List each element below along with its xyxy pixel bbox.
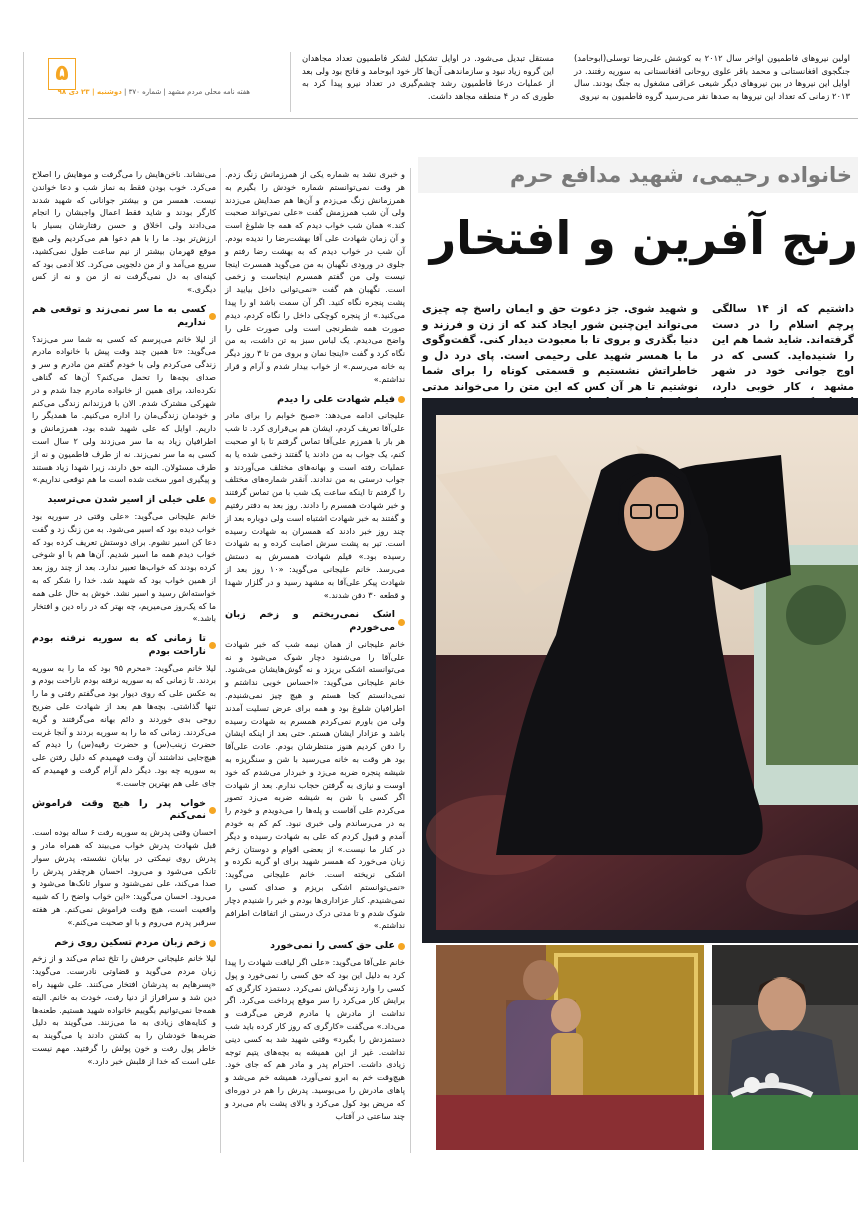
photo-boy-funeral xyxy=(712,945,858,1150)
left-subhead-2: علی خیلی از اسیر شدن می‌ترسید xyxy=(32,494,216,507)
masthead-date: دوشنبه | ۲۳ دی ۹۸ xyxy=(57,88,122,96)
column-middle xyxy=(225,168,405,1153)
top-divider xyxy=(290,52,291,112)
left-subhead-4: خواب پدر را هیچ وقت فراموش نمی‌کنم xyxy=(32,798,216,824)
left-subhead-5: زخم زبان مردم تسکین روی زخم xyxy=(32,937,216,950)
bullet-icon xyxy=(398,943,405,950)
kicker xyxy=(418,157,858,193)
kicker-text: خانواده رحیمی، شهید مدافع حرم xyxy=(509,163,852,187)
header-rule xyxy=(28,118,858,119)
page-number: ۵ xyxy=(48,58,76,90)
mid-subhead-3: علی حق کسی را نمی‌خورد xyxy=(225,940,405,953)
top-column-middle: مستقل تبدیل می‌شود. در اوایل تشکیل لشکر فاطمیون تعداد مجاهدان این گروه زیاد نبود و سازماندهی آن‌ها کار خود ابوحامد و فاتح بود ولی بعد از عملیات درعا فاطمیون رشد چشم‌گیری در تعداد نیرو پیدا کرد به طوری که در ۴ منطقه مجاهد داشت. xyxy=(302,53,554,101)
mid-paragraph-4: خانم علی‌آقا می‌گوید: «علی اگر لیاقت شهادت را پیدا کرد به دلیل این بود که حق کسی را نمی‌خورد و پول کسی را وارد زندگی‌اش نمی‌کرد. دستمزد کارگری که برایش کار می‌کرد را سر موقع پرداخت می‌کرد. اگر نداشت از مادرش یا مادرم قرض می‌گرفت و می‌داد.» می‌گفت «کارگری که روز کار کرده باید شب دستمزدش را بگیرد» وقتی شهید شد به کسی دینی نداشت. غیر از این همیشه به بچه‌های یتیم توجه زیادی داشت. احترام پدر و مادر هم که جای خود. هیچ‌وقت خم به ابرو نمی‌آورد، همیشه خم می‌شد و پاهای مادرش را می‌بوسید. پدرش را هم در دوره‌ای که مریض بود کول می‌کرد و بالای پشت بام می‌برد و چند ساعتی در آفتاب xyxy=(225,957,405,1121)
left-subhead-3: تا زمانی که به سوریه نرفته بودم ناراحت بودم xyxy=(32,633,216,659)
mid-paragraph-1: و خبری نشد به شماره یکی از همرزمانش زنگ زدم. هر وقت نمی‌توانستم شماره خودش را بگیرم به همرزمانش زنگ می‌زدم و آن‌ها هم صدایش می‌زدند ولی آن شب همرزمش گفت «علی نمی‌تواند صحبت کند.» همان شب خواب دیدم که همه جا شلوغ است و آن زمان شهادت علی آقا بهشت‌رضا را ندیده بودم. آن شب در خواب دیدم که به بهشت رضا رفتم و جلوی در ورودی نگهبان به من می‌گوید همسرت اینجا نیست ولی من گفتم همسرم اینجاست و زخمی است. نگهبان هم گفت «نمی‌توانی داخل بیایید از پشت پنجره نگاه کنید. اگر آن سمت باشد او را پیدا می‌کنید.» از پنجره کوچکی داخل را نگاه کردم، دیدم صورت همه شطرنجی است ولی صورت علی را واضح می‌دیدم. یک لباس سبز به تن داشت، به من نگاه کرد و گفت «اینجا نمان و بروی من تا ۳ روز دیگر به خانه می‌رسم.» از خواب بیدار شدم و آرام و قرار نداشتم.» xyxy=(225,169,406,384)
bullet-icon xyxy=(209,940,216,947)
mid-subhead-1: فیلم شهادت علی را دیدم xyxy=(225,394,405,407)
left-paragraph-4: لیلا خانم می‌گوید: «محرم ۹۵ بود که ما را به سوریه بردند. تا زمانی که به سوریه نرفته بودم ناراحت بودم و به عکس علی که روی دیوار بود می‌گفتم رفتی و ما را تنها گذاشتی. بچه‌ها هم بعد از شهادت علی ضریح روحی بدی خوردند و دائم بهانه می‌گرفتند و گریه می‌کردند. زمانی که ما را به سوریه بردند و آنجا غربت حضرت زینب(س) و حضرت رقیه(س) را دیدم که هیچ‌جایی نداشتند آن وقت فهمیدم که دلیل رفتن علی به سوریه چه بود. دیگر دلم آرام گرفت و فهمیدم که جای علی هم بهترین جاست.» xyxy=(32,662,216,788)
left-paragraph-1: می‌نشاند. ناخن‌هایش را می‌گرفت و موهایش را اصلاح می‌کرد. خوب بودن فقط به نماز شب و دعا خواندن نیست. همسر من و بیشتر جوانانی که شهید شدند کارگر بودند و شاید فقط اعمال واجبشان را انجام می‌دادند ولی اخلاق و حسن رفتارشان بسیار با ارزش‌تر بود. ما را با هم دعوا هم می‌کردیم ولی هیچ موقع قهرمان بیشتر از نیم ساعت طول نمی‌کشید، سریع می‌آمد و از من دلجویی می‌کرد. کلا آدمی بود که کینه‌ای به دل نمی‌گرفت نه از من و نه از کس دیگری.» xyxy=(32,169,216,295)
photo-father-son-shrine xyxy=(436,945,704,1150)
widow-portrait-illustration xyxy=(436,415,858,930)
bullet-icon xyxy=(398,396,405,403)
boy-funeral-illustration xyxy=(712,945,858,1150)
father-son-illustration xyxy=(436,945,704,1150)
bullet-icon xyxy=(209,497,216,504)
left-paragraph-3: خانم علیجانی می‌گوید: «علی وقتی در سوریه بود خواب دیده بود که اسیر می‌شود. به من زنگ زد و گفت دعا کن اسیر نشوم. برای دوستش تعریف کرده بود که خواب دیدم همه ما اسیر شدیم. آن‌ها هم با او شوخی کرده بودند که خواب‌ها تعبیر ندارد. بعد از چند روز بعد از همین خواب بود که شهید شد. خدا را شکر که به خواسته‌اش رسید و اسیر نشد. خوش به حال علی همه ما که یک‌روز می‌میریم، چه بهتر که در راه دین و افتخار باشد.» xyxy=(31,510,216,624)
column-left xyxy=(32,168,216,1153)
bullet-icon xyxy=(209,313,216,320)
left-paragraph-6: لیلا خانم علیجانی حرفش را تلخ تمام می‌کند و از زخم زبان مردم می‌گوید و قضاوتی نادرست. می‌گوید: «پسرهایم به پدرشان افتخار می‌کنند. علی شهید راه دین شد و سرافراز از دنیا رفت، خودت به خانم. البته همه‌جا نمی‌توانیم بگوییم خانواده شهید هستیم. طعنه‌ها و کنایه‌های زیادی به ما می‌زنند. می‌گویند به دلیل ضربه‌ها خودشان را به کشتن دادند یا می‌گویند به خاطر پول رفت و خون پولش را گرفتید. مهم نیست علی است که خدا از قلبش خبر دارد.» xyxy=(32,953,216,1066)
headline-text: رنج آفرین و افتخار xyxy=(429,211,858,265)
masthead-text: هفته نامه محلی مردم مشهد | شماره ۳۷۰ | xyxy=(124,88,250,96)
left-paragraph-2: از لیلا خانم می‌پرسم که کسی به شما سر می‌زند؟ می‌گوید: «تا همین چند وقت پیش با خانواده مادرم زندگی می‌کردم ولی با خودم گفتم من مادرم و سر و صدای بچه‌ها را تحمل می‌کنم؟ آن‌ها که گناهی نکرده‌اند، برای همین از خانواده مادرم جدا شدم و در شهرکی مشترک شدم. الان با فرزندانم زندگی می‌کنم و خودمان زندگی‌مان را اداره می‌کنیم. ما همدیگر را داریم. اوایل که علی شهید شده بود، همرزمانش و اطرافیان زیاد به ما سر می‌زدند ولی ۲ سال است کسی به ما سر نمی‌زند. نه از طرف فاطمیون و نه از طرف مسئولان. البته حق دارند، زیرا شهدا زیاد هستند و پیگیری امور سخت شده است ما هم توقعی نداریم.» xyxy=(32,333,217,485)
masthead xyxy=(57,88,250,96)
headline xyxy=(418,203,858,273)
column-divider-mid xyxy=(410,168,411,1153)
column-divider-left xyxy=(220,168,221,1153)
left-subhead-1: کسی به ما سر نمی‌زند و توقعی هم نداریم xyxy=(32,304,216,330)
mid-subhead-2: اشک نمی‌ریختم و زخم زبان می‌خوردم xyxy=(225,609,405,635)
top-column-right: اولین نیروهای فاطمیون اواخر سال ۲۰۱۲ به کوشش علی‌رضا توسلی(ابوحامد) جنگجوی افغانستانی و محمد باقر علوی روحانی افغانستانی به سوریه رفتند. در اوایل این نیروها در بین نیروهای دیگر شیعی عراقی مشغول به جنگ بودند. سال ۲۰۱۳ زمانی که تعداد این نیروها به صدها نفر می‌رسید گروه فاطمیون به نیروی xyxy=(574,53,850,101)
bullet-icon xyxy=(398,619,405,626)
bullet-icon xyxy=(209,807,216,814)
lead-paragraph-right: داشتیم که از ۱۴ سالگی پرچم اسلام را در دست گرفته‌اند. شاید شما هم این را شنیده‌اید. کسی که در اوج جوانی خود در شهر مشهد ، کار خوبی دارد، xyxy=(712,303,854,393)
photo-widow-portrait xyxy=(436,415,858,930)
left-paragraph-5: احسان وقتی پدرش به سوریه رفت ۶ ساله بوده است. قبل شهادت پدرش خواب می‌بیند که همراه مادر و پدرش روی نیمکتی در بیابان نشسته، پدرش سوار تانکی می‌شود و می‌رود. احسان هرچقدر پدرش را صدا می‌کند، علی نمی‌شنود و سوار تانک‌ها می‌شود و می‌رود. احسان می‌گوید: «این خواب واضح را که شبیه واقعیت است، هیچ وقت فراموش نمی‌کنم. هر هفته سرقبر پدرم می‌روم و با او صحبت می‌کنم.» xyxy=(32,827,216,927)
left-frame-line xyxy=(23,52,24,1162)
bullet-icon xyxy=(209,642,216,649)
lead-paragraph-left: و شهید شوی. جز دعوت حق و ایمان راسخ چه چیزی می‌تواند این‌چنین شور ایجاد کند که از زن و فرزند و دنیا بگذری و بروی تا با معبودت دیدار کنی. گفت‌وگوی ما با همسر شهید علی رحیمی است. پای درد دل و خاطراتش نشستیم و قسمتی کوتاه را برای شما نوشتیم تا هر آن کس که این متن را می‌خواند مدتی xyxy=(422,303,698,393)
mid-paragraph-3: خانم علیجانی از همان نیمه شب که خبر شهادت علی‌آقا را می‌شنود دچار شوک می‌شود و نه می‌توانسته اشکی بریزد و نه گوش‌هایشان می‌شنود. خانم علیجانی می‌گوید: «احساس خوبی نداشتم و نمی‌دانستم کجا هستم و هیچ چیز نمی‌شنیدم. اطرافیان شلوغ بود و همه برای عرض تسلیت آمدند ولی من باورم نمی‌کردم همسرم به شهادت رسیده باشد و عزادار ایشان هستم. حتی بعد از اینکه ایشان را دفن کردیم هنوز منتظرشان بودم. عادت علی‌آقا بود هر وقت به خانه می‌رسید با شن و سنگریزه به شیشه پنجره ضربه می‌زد و خبردار می‌شدم که خود اوست و نیازی به گرفتن حجاب ندارم. بعد از شهادت اگر کسی با شن به شیشه ضربه می‌زد تصور می‌کردم علی آقاست و پله‌ها را می‌دویدم و خودم را به در می‌رساندم ولی خبری نبود. کم کم به خودم آمدم و قبول کردم که علی به شهادت رسیده و دیگر در کنار ما نیست.» از بعضی اقوام و دوستان زخم زبان می‌خورد که همسر شهید برای او گریه نکرده و اشکی نریخته است. خانم علیجانی می‌گوید: «نمی‌توانستم اشکی بریزم و صدای کسی را نمی‌شنیدم. کنار عزاداری‌ها بودم و خبر را شنیدم دچار شوک شدم و تا مدتی درک درستی از اتفاقات اطرافم نداشتم.» xyxy=(225,638,405,931)
mid-paragraph-2: علیجانی ادامه می‌دهد: «صبح خوابم را برای مادر علی‌آقا تعریف کردم، ایشان هم بی‌قراری کرد. تا شب هر بار با همرزم علی‌آقا تماس گرفتم تا با او صحبت کنم، یک جواب به من دادند یا گفتند زخمی شده یا به عملیات رفته است و بهانه‌های مختلف می‌آوردند و جواب درستی به من ندادند. آنقدر شماره‌های مختلف را گرفتم تا اینکه ساعت یک شب با من تماس گرفتند و خبر شهادت همسرم را دادند. روز بعد به دفتر رفتیم و گفتند به خبر شهادت اشتباه است ولی دوباره بعد از چند روز خبر دادند که همسران به شهادت رسیده است. تیر به پشت سرش اصابت کرده و به شهادت رسیده بود.» فیلم شهادت همسرش به دستش می‌رسد. خانم علیجانی می‌گوید: «۱۰ روز بعد از شهادت پیکر علی‌آقا به مشهد رسید و در گلزار شهدا و قطعه ۳۰ دفن شدند.» xyxy=(225,410,405,600)
